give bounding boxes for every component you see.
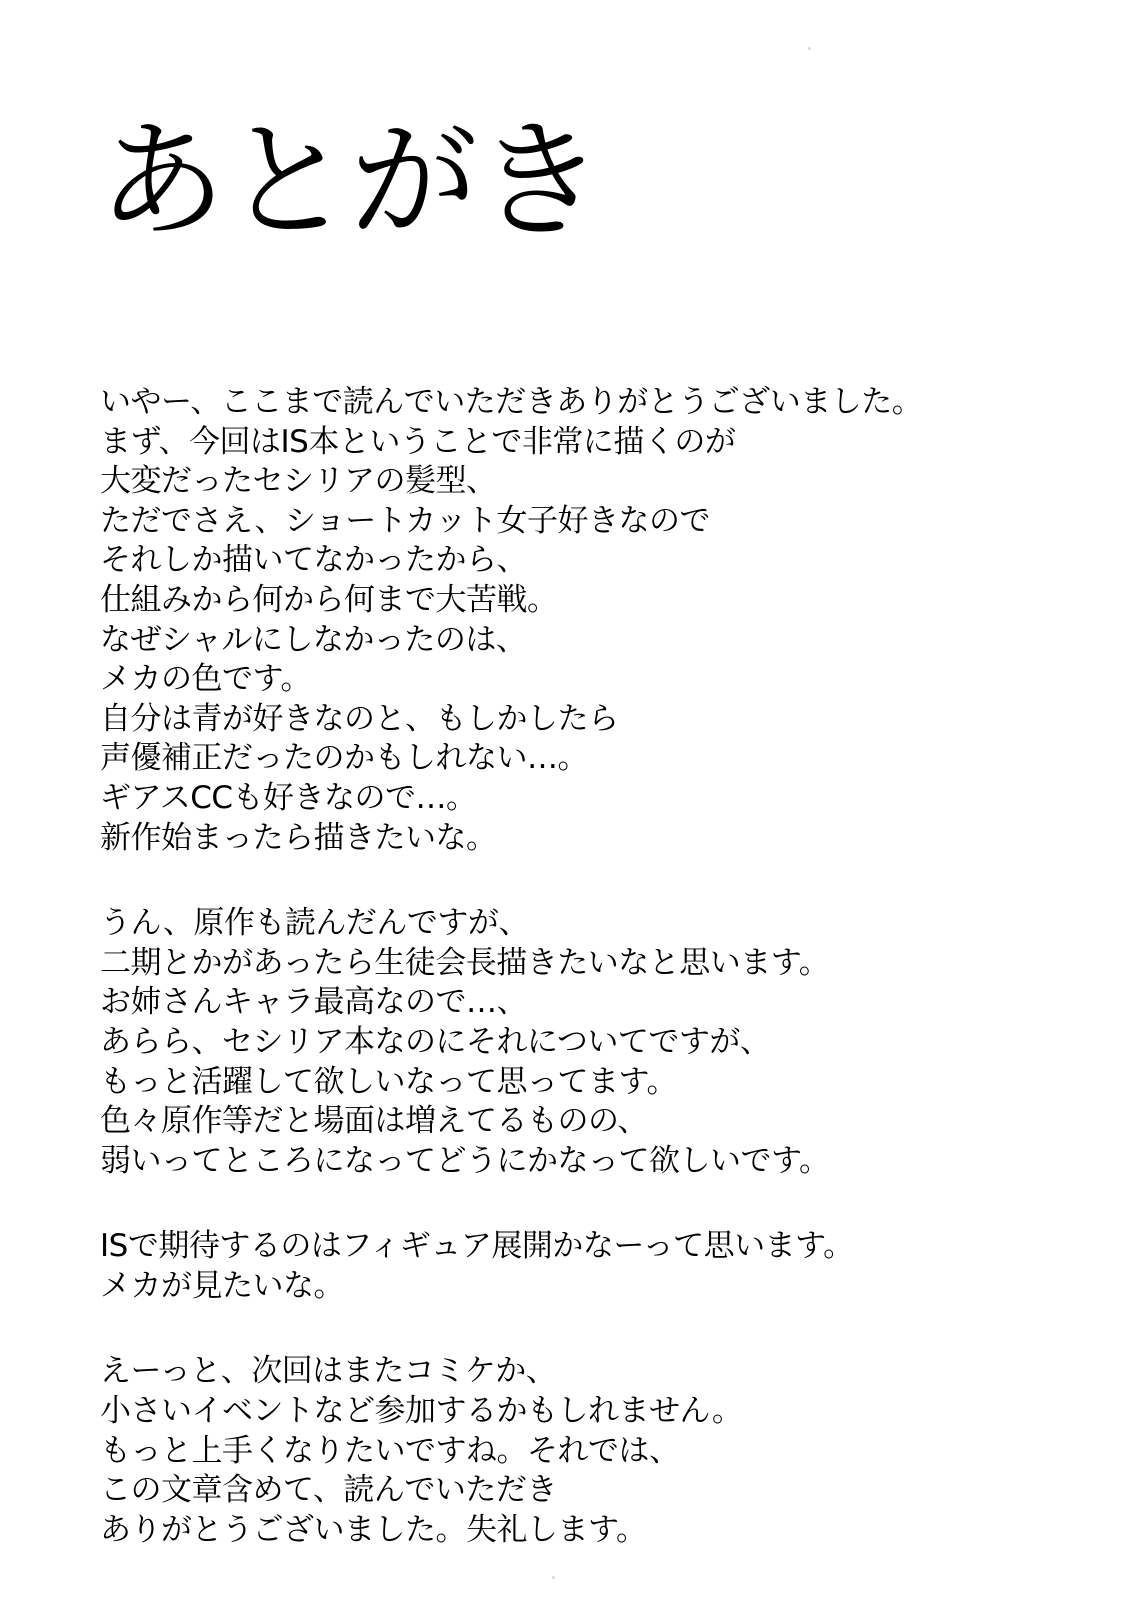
- text-line: 弱いってところになってどうにかなって欲しいです。: [100, 1142, 830, 1179]
- text-line: 新作始まったら描きたいな。: [100, 819, 497, 856]
- text-line: 声優補正だったのかもしれない…。: [100, 740, 588, 777]
- text-line: 仕組みから何から何まで大苦戦。: [100, 581, 558, 618]
- text-line: 自分は青が好きなのと、もしかしたら: [100, 700, 619, 737]
- scan-speck: [808, 47, 811, 50]
- text-line: えーっと、次回はまたコミケか、: [100, 1353, 557, 1390]
- text-line: ありがとうございました。失礼します。: [100, 1511, 647, 1548]
- text-line: 二期とかがあったら生徒会長描きたいなと思います。: [100, 944, 830, 981]
- text-line: もっと上手くなりたいですね。それでは、: [100, 1432, 680, 1469]
- text-line: 大変だったセシリアの髪型、: [100, 463, 497, 500]
- text-line: メカの色です。: [100, 661, 312, 698]
- text-line: なぜシャルにしなかったのは、: [100, 621, 527, 658]
- afterword-body: [100, 383, 1100, 1596]
- page-title: あとがき: [98, 107, 603, 256]
- paragraph-1: [100, 383, 1100, 858]
- text-line: ただでさえ、ショートカット女子好きなので: [100, 502, 710, 539]
- text-line: ギアスCCも好きなので…。: [100, 779, 477, 816]
- text-line: お姉さんキャラ最高なので…、: [100, 984, 527, 1021]
- text-line: メカが見たいな。: [100, 1267, 344, 1304]
- text-line: 小さいイベントなど参加するかもしれません。: [100, 1393, 743, 1430]
- text-line: この文章含めて、読んでいただき: [100, 1472, 557, 1509]
- text-line: ISで期待するのはフィギュア展開かなーって思います。: [100, 1228, 854, 1265]
- text-line: まず、今回はIS本ということで非常に描くのが: [100, 423, 736, 460]
- paragraph-2: [100, 904, 1100, 1181]
- text-line: いやー、ここまで読んでいただきありがとうございました。: [100, 384, 923, 420]
- paragraph-3: [100, 1227, 1100, 1306]
- paragraph-4: [100, 1352, 1100, 1550]
- text-line: うん、原作も読んだんですが、: [100, 905, 529, 942]
- text-line: あらら、セシリア本なのにそれについてですが、: [100, 1023, 771, 1060]
- text-line: 色々原作等だと場面は増えてるものの、: [100, 1103, 648, 1140]
- text-line: それしか描いてなかったから、: [100, 542, 527, 579]
- scan-speck: [552, 1576, 555, 1579]
- text-line: もっと活躍して欲しいなって思ってます。: [100, 1063, 678, 1100]
